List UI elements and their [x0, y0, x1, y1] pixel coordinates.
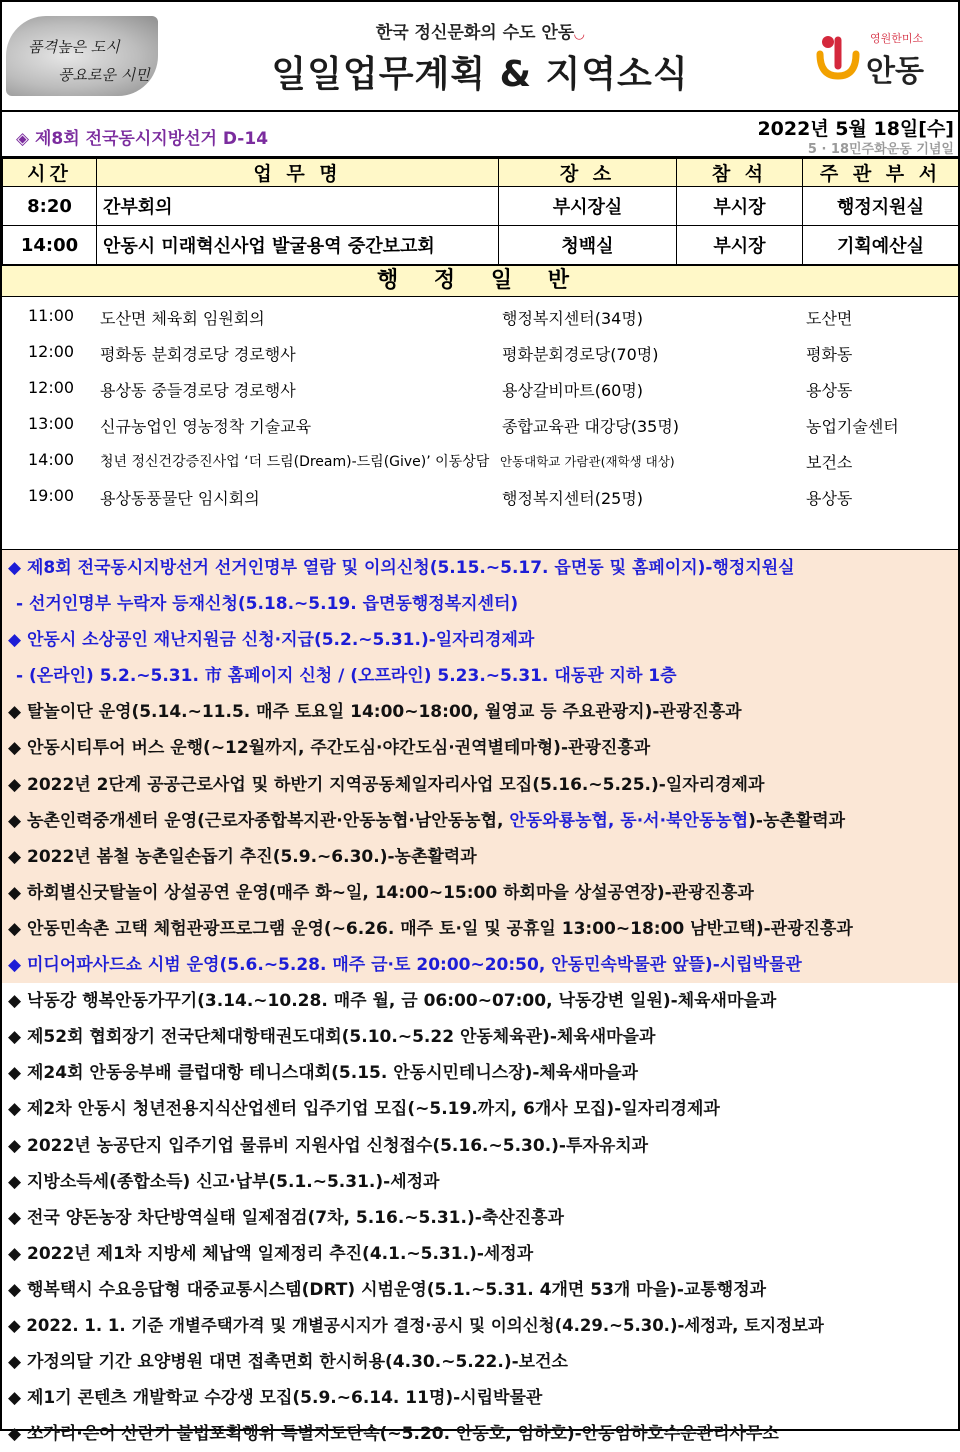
- admin-event: 용상동풍물단 임시회의: [100, 489, 260, 508]
- notice-item: ◆ 안동민속촌 고택 체험관광프로그램 운영(~6.26. 매주 토·일 및 공휴일 13:00~18:00 남반고택)-관광진흥과: [8, 918, 853, 939]
- admin-event: 평화동 분회경로당 경로행사: [100, 345, 296, 364]
- notice-item: ◆ 가정의달 기간 요양병원 대면 접촉면회 한시허용(4.30.~5.22.)-보건소: [8, 1352, 568, 1373]
- notice-item: ◆ 제8회 전국동시지방선거 선거인명부 열람 및 이의신청(5.15.~5.17. 읍면동 및 홈페이지)-행정지원실: [8, 558, 795, 578]
- election-countdown: ◈ 제8회 전국동시지방선거 D-14: [16, 129, 269, 149]
- notice-item: ◆ 2022년 2단계 공공근로사업 및 하반기 지역공동체일자리사업 모집(5.16.~5.25.)-일자리경제과: [8, 774, 765, 795]
- header-task: 업 무 명: [97, 159, 499, 187]
- admin-time: 19:00: [28, 486, 75, 505]
- notice-item: ◆ 2022년 봄철 농촌일손돕기 추진(5.9.~6.30.)-농촌활력과: [8, 846, 477, 867]
- row-dept: 행정지원실: [803, 187, 959, 226]
- admin-place: 종합교육관 대강당(35명): [502, 417, 680, 436]
- notice-item: - (온라인) 5.2.~5.31. 市 홈페이지 신청 / (오프라인) 5.23.~5.31. 대동관 지하 1층: [16, 666, 677, 687]
- admin-event: 청년 정신건강증진사업 ‘더 드림(Dream)-드림(Give)’ 이동상담: [100, 454, 490, 470]
- notice-item: ◆ 제2차 안동시 청년전용지식산업센터 입주기업 모집(~5.19.까지, 6개사 모집)-일자리경제과: [8, 1099, 720, 1120]
- row-task: 안동시 미래혁신사업 발굴용역 중간보고회: [97, 226, 499, 265]
- admin-event: 용상동 중들경로당 경로행사: [100, 381, 296, 400]
- table-row: [3, 187, 959, 226]
- notice-item: ◆ 제52회 협회장기 전국단체대항태권도대회(5.10.~5.22 안동체육관)-체육새마을과: [8, 1027, 656, 1048]
- notice-item: ◆ 안동시 소상공인 재난지원금 신청·지급(5.2.~5.31.)-일자리경제과: [8, 630, 535, 651]
- notice-item: ◆ 2022. 1. 1. 기준 개별주택가격 및 개별공시지가 결정·공시 및 이의신청(4.29.~5.30.)-세정과, 토지정보과: [8, 1315, 824, 1335]
- row-place: 청백실: [499, 226, 677, 265]
- logo-name: 안동: [866, 54, 924, 89]
- admin-section-title: 행 정 일 반: [2, 265, 958, 297]
- smile-icon: ◡: [574, 27, 585, 42]
- table-row: [3, 226, 959, 265]
- admin-time: 12:00: [28, 342, 75, 361]
- memorial-day: 5 · 18민주화운동 기념일: [807, 142, 954, 157]
- admin-list: [2, 297, 958, 550]
- slogan-line-2: 풍요로운 시민: [58, 66, 150, 84]
- admin-dept: 평화동: [806, 345, 853, 364]
- notice-item: ◆ 제24회 안동웅부배 클럽대항 테니스대회(5.15. 안동시민테니스장)-체육새마을과: [8, 1063, 638, 1084]
- list-item: [2, 369, 958, 405]
- admin-place: 행정복지센터(25명): [502, 489, 644, 508]
- notice-item: ◆ 지방소득세(종합소득) 신고·납부(5.1.~5.31.)-세정과: [8, 1171, 440, 1192]
- schedule-header-row: [3, 159, 959, 187]
- row-time: 14:00: [3, 226, 97, 265]
- notice-item: ◆ 2022년 제1차 지방세 체납액 일제정리 추진(4.1.~5.31.)-세정과: [8, 1243, 534, 1264]
- list-item: [2, 297, 958, 333]
- row-task: 간부회의: [97, 187, 499, 226]
- notice-item: ◆ 제1기 콘텐츠 개발학교 수강생 모집(5.9.~6.14. 11명)-시립박물관: [8, 1388, 543, 1409]
- notices-general: [2, 983, 958, 1452]
- row-dept: 기획예산실: [803, 226, 959, 265]
- notice-highlight: 안동와룡농협, 동·서·북안동농협: [509, 810, 749, 831]
- notice-item: ◆ 탈놀이단 운영(5.14.~11.5. 매주 토요일 14:00~18:00, 월영교 등 주요관광지)-관광진흥과: [8, 702, 742, 723]
- list-item: [2, 333, 958, 369]
- admin-dept: 농업기술센터: [806, 417, 899, 436]
- andong-logo-icon: [814, 32, 864, 82]
- notice-item: ◆ 전국 양돈농장 차단방역실태 일제점검(7차, 5.16.~5.31.)-축산진흥과: [8, 1207, 564, 1228]
- notice-item: ◆ 쏘가리·은어 산란기 불법포획행위 특별지도단속(~5.20. 안동호, 임하호)-안동임하호수운관리사무소: [8, 1424, 779, 1445]
- admin-place: 안동대학교 가람관(재학생 대상): [500, 454, 675, 469]
- info-bar: [2, 112, 958, 158]
- admin-place: 행정복지센터(34명): [502, 309, 644, 328]
- notice-item: ◆ 하회별신굿탈놀이 상설공연 운영(매주 화~일, 14:00~15:00 하회마을 상설공연장)-관광진흥과: [8, 882, 754, 903]
- header-dept: 주 관 부 서: [803, 159, 959, 187]
- header-attend: 참 석: [677, 159, 803, 187]
- row-attend: 부시장: [677, 187, 803, 226]
- andong-logo: [814, 24, 934, 90]
- notice-item: ◆ 2022년 농공단지 입주기업 물류비 지원사업 신청접수(5.16.~5.30.)-투자유치과: [8, 1135, 649, 1156]
- notice-item: ◆ 미디어파사드쇼 시범 운영(5.6.~5.28. 매주 금·토 20:00~20:50, 안동민속박물관 앞뜰)-시립박물관: [8, 955, 802, 976]
- notices-highlighted: [2, 550, 958, 983]
- admin-time: 12:00: [28, 378, 75, 397]
- notice-item: - 선거인명부 누락자 등재신청(5.18.~5.19. 읍면동행정복지센터): [16, 594, 519, 615]
- admin-time: 14:00: [28, 450, 75, 469]
- notice-item: ◆ 행복택시 수요응답형 대중교통시스템(DRT) 시범운영(5.1.~5.31. 4개면 53개 마을)-교통행정과: [8, 1279, 767, 1300]
- admin-dept: 도산면: [806, 309, 853, 328]
- admin-place: 용상갈비마트(60명): [502, 381, 644, 400]
- document-date: 2022년 5월 18일[수]: [757, 118, 954, 140]
- list-item: [2, 441, 958, 477]
- notice-text: )-농촌활력과: [748, 810, 846, 831]
- document-header: [2, 2, 958, 112]
- row-attend: 부시장: [677, 226, 803, 265]
- admin-event: 신규농업인 영농정착 기술교육: [100, 417, 312, 436]
- row-time: 8:20: [3, 187, 97, 226]
- admin-time: 13:00: [28, 414, 75, 433]
- header-place: 장 소: [499, 159, 677, 187]
- list-item: [2, 477, 958, 513]
- notice-text: ◆ 농촌인력중개센터 운영(근로자종합복지관·안동농협·남안동농협,: [8, 810, 510, 831]
- logo-tagline: 영원한미소: [870, 32, 924, 45]
- admin-place: 평화분회경로당(70명): [502, 345, 659, 364]
- slogan-line-1: 품격높은 도시: [28, 38, 120, 56]
- admin-event: 도산면 체육회 임원회의: [100, 309, 265, 328]
- admin-time: 11:00: [28, 306, 75, 325]
- list-item: [2, 405, 958, 441]
- notice-item: ◆ 안동시티투어 버스 운행(~12월까지, 주간도심·야간도심·권역별테마형)-관광진흥과: [8, 738, 651, 759]
- admin-dept: 용상동: [806, 381, 853, 400]
- admin-dept: 용상동: [806, 489, 853, 508]
- page-title: 일일업무계획 & 지역소식: [271, 54, 689, 95]
- notice-item: [2, 803, 958, 839]
- row-place: 부시장실: [499, 187, 677, 226]
- admin-dept: 보건소: [806, 453, 853, 472]
- notice-item: ◆ 낙동강 행복안동가꾸기(3.14.~10.28. 매주 월, 금 06:00~07:00, 낙동강변 일원)-체육새마을과: [8, 991, 777, 1012]
- schedule-table: [2, 158, 959, 265]
- header-time: 시간: [3, 159, 97, 187]
- subtitle-text: 한국 정신문화의 수도 안동: [375, 23, 575, 43]
